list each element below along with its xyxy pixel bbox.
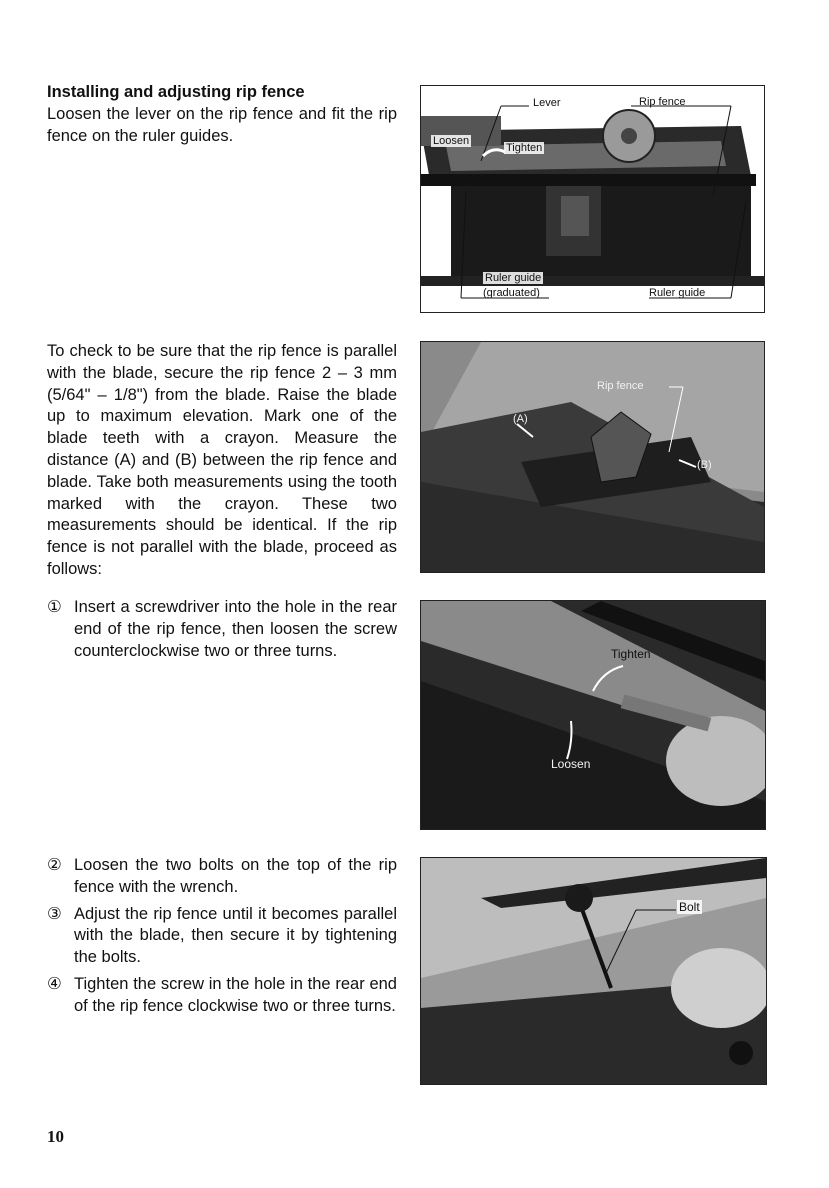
step-text: Loosen the two bolts on the top of the rip fence with the wrench. [74, 856, 397, 896]
label-rip-fence: Rip fence [597, 380, 644, 392]
label-graduated: (graduated) [483, 287, 540, 299]
label-rip-fence: Rip fence [639, 96, 686, 108]
screwdriver-photo [421, 601, 765, 829]
label-a: (A) [513, 413, 528, 425]
label-ruler-guide-right: Ruler guide [649, 287, 706, 299]
step-number: ② [47, 856, 62, 874]
label-tighten: Tighten [506, 142, 543, 154]
label-bolt: Bolt [679, 900, 700, 914]
label-ruler-guide-left: Ruler guide [485, 272, 542, 284]
blade-measure-photo [421, 342, 764, 572]
bolts-photo [421, 858, 766, 1084]
figure-table-saw [420, 85, 765, 313]
intro-block [47, 82, 397, 147]
step-item [47, 855, 397, 899]
figure-bolts [420, 857, 767, 1085]
step-number: ③ [47, 904, 62, 923]
step-text: Adjust the rip fence until it becomes parallel with the blade, then secure it by tightening the bolts. [74, 904, 397, 967]
step-text: Insert a screwdriver into the hole in the rear end of the rip fence, then loosen the screw counterclockwise two or three turns. [74, 598, 397, 660]
label-b: (B) [697, 459, 712, 471]
step-text: Tighten the screw in the hole in the rear end of the rip fence clockwise two or three turns. [74, 974, 397, 1015]
step-block-2 [47, 855, 397, 1023]
step-number: ① [47, 598, 62, 616]
step-number: ④ [47, 974, 62, 993]
table-saw-photo [421, 86, 764, 312]
step-item [47, 904, 397, 969]
figure-measure-ab [420, 341, 765, 573]
label-loosen: Loosen [433, 135, 470, 147]
page-number: 10 [47, 1127, 64, 1146]
step-block-1 [47, 597, 397, 667]
check-block [47, 341, 397, 581]
figure-screwdriver [420, 600, 766, 830]
label-lever: Lever [533, 97, 561, 109]
step-item [47, 597, 397, 662]
label-tighten: Tighten [611, 647, 651, 661]
intro-paragraph: Loosen the lever on the rip fence and fit the rip fence on the ruler guides. [47, 104, 397, 145]
label-loosen: Loosen [551, 757, 591, 771]
section-heading: Installing and adjusting rip fence [47, 83, 305, 101]
check-paragraph: To check to be sure that the rip fence is parallel with the blade, secure the rip fence 2 – 3 mm (5/64" – 1/8") from the blade. Raise the blade up to maximum elevation. Mark one of the blade teeth with a crayon. Measure the distance (A) and (B) between the rip fence and blade. Take both measurements using the tooth marked with the crayon. These two measurements should be identical. If the rip fence is not parallel with the blade, proceed as follows: [47, 342, 397, 578]
step-item [47, 974, 397, 1018]
